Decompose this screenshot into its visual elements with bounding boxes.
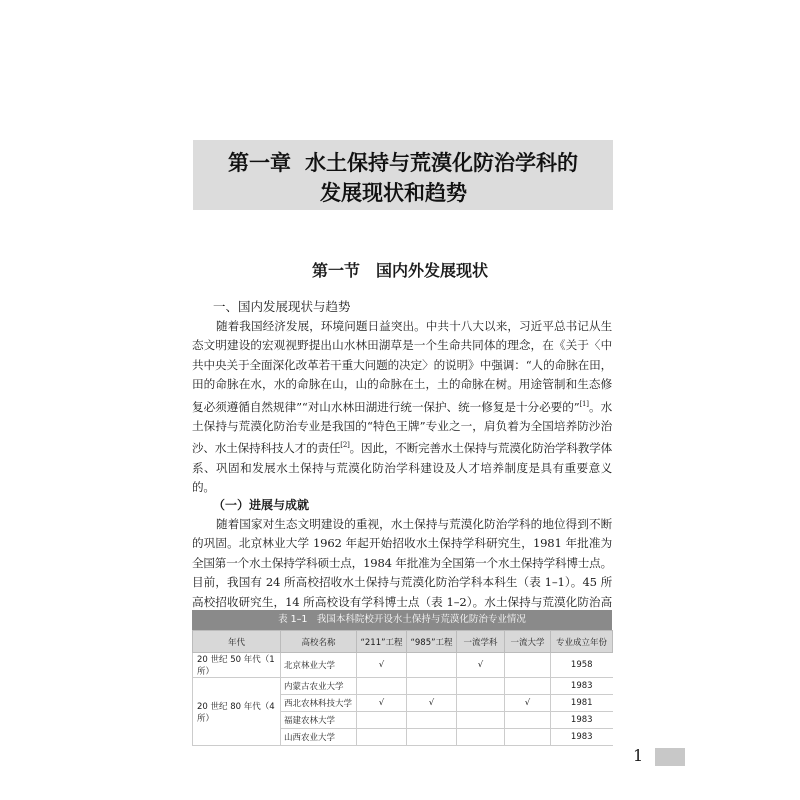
cell-first-discipline xyxy=(457,678,505,695)
col-header-year: 专业成立年份 xyxy=(551,631,613,653)
cell-first-university xyxy=(505,678,551,695)
chapter-label: 第一章 xyxy=(228,151,291,175)
section-label: 第一节 xyxy=(311,261,360,280)
cell-year: 1983 xyxy=(551,712,613,729)
col-header-985: “985”工程 xyxy=(407,631,457,653)
era-cell: 20 世纪 50 年代（1 所） xyxy=(193,653,281,678)
cell-211 xyxy=(357,712,407,729)
body-paragraph-2: 随着国家对生态文明建设的重视，水土保持与荒漠化防治学科的地位得到不断的巩固。北京林业大学 1962 年起开始招收水土保持学科研究生，1981 年批准为全国第一个水土保持学科硕士点，1984 年批准为全国第一个水土保持学科博士点。目前，我国有 24 所高校招收水土保持与荒漠化防治学科本科生（表 1–1）。45 所高校招收研究生，14 所高校设有学科博士点（表 1–2）。水土保持与荒漠化防治高 xyxy=(192,517,612,609)
cell-985: √ xyxy=(407,695,457,712)
citation-ref-1: [1] xyxy=(579,399,589,408)
cell-first-discipline xyxy=(457,695,505,712)
university-name: 山西农业大学 xyxy=(281,729,357,746)
cell-year: 1958 xyxy=(551,653,613,678)
col-header-era: 年代 xyxy=(193,631,281,653)
table-caption: 表 1–1 我国本科院校开设水土保持与荒漠化防治专业情况 xyxy=(192,610,612,630)
col-header-name: 高校名称 xyxy=(281,631,357,653)
table-1-1 xyxy=(192,610,612,746)
paragraph1-part-c: 。因此，不断完善水土保持与荒漠化防治学科教学体系、巩固和发展水土保持与荒漠化防治学科建设及人才培养制度是具有重要意义的。 xyxy=(192,441,612,494)
chapter-title-line1: 水土保持与荒漠化防治学科的 xyxy=(305,151,578,175)
chapter-title xyxy=(228,148,578,208)
col-header-first-university: 一流大学 xyxy=(505,631,551,653)
chapter-title-line2: 发展现状和趋势 xyxy=(320,181,467,205)
cell-year: 1983 xyxy=(551,678,613,695)
university-name: 福建农林大学 xyxy=(281,712,357,729)
cell-985 xyxy=(407,653,457,678)
universities-table xyxy=(192,630,613,746)
university-name: 北京林业大学 xyxy=(281,653,357,678)
university-name: 内蒙古农业大学 xyxy=(281,678,357,695)
page-number: 1 xyxy=(633,746,644,765)
body-paragraph-1 xyxy=(192,317,612,497)
cell-first-university xyxy=(505,729,551,746)
cell-first-discipline: √ xyxy=(457,653,505,678)
cell-year: 1983 xyxy=(551,729,613,746)
subsection-heading-1: 一、国内发展现状与趋势 xyxy=(213,299,351,314)
section-title-text: 国内外发展现状 xyxy=(376,261,489,280)
cell-985 xyxy=(407,678,457,695)
cell-985 xyxy=(407,712,457,729)
table-row xyxy=(193,678,613,695)
cell-first-university xyxy=(505,712,551,729)
cell-first-discipline xyxy=(457,712,505,729)
paragraph1-part-b: 。水土保持与荒漠化防治专业是我国的“特色王牌”专业之一，肩负着为全国培养防沙治沙、水土保持科技人才的责任 xyxy=(192,399,612,456)
cell-211 xyxy=(357,678,407,695)
cell-year: 1981 xyxy=(551,695,613,712)
page-number-tab xyxy=(655,748,685,766)
col-header-first-discipline: 一流学科 xyxy=(457,631,505,653)
paragraph1-part-a: 随着我国经济发展，环境问题日益突出。中共十八大以来，习近平总书记从生态文明建设的宏观视野提出山水林田湖草是一个生命共同体的理念，在《关于〈中共中央关于全面深化改革若干重大问题的决定〉的说明》中强调：“人的命脉在田，田的命脉在水，水的命脉在山，山的命脉在土，土的命脉在树。用途管制和生态修复必须遵循自然规律”“对山水林田湖进行统一保护、统一修复是十分必要的” xyxy=(192,319,612,414)
cell-first-university xyxy=(505,653,551,678)
col-header-211: “211”工程 xyxy=(357,631,407,653)
table-header-row xyxy=(193,631,613,653)
era-cell: 20 世纪 80 年代（4 所） xyxy=(193,678,281,746)
cell-985 xyxy=(407,729,457,746)
cell-211 xyxy=(357,729,407,746)
section-title xyxy=(0,258,800,281)
cell-first-discipline xyxy=(457,729,505,746)
cell-211: √ xyxy=(357,653,407,678)
subsection-heading-2: （一）进展与成就 xyxy=(213,498,310,512)
table-row xyxy=(193,653,613,678)
citation-ref-2: [2] xyxy=(340,441,350,450)
university-name: 西北农林科技大学 xyxy=(281,695,357,712)
cell-211: √ xyxy=(357,695,407,712)
cell-first-university: √ xyxy=(505,695,551,712)
